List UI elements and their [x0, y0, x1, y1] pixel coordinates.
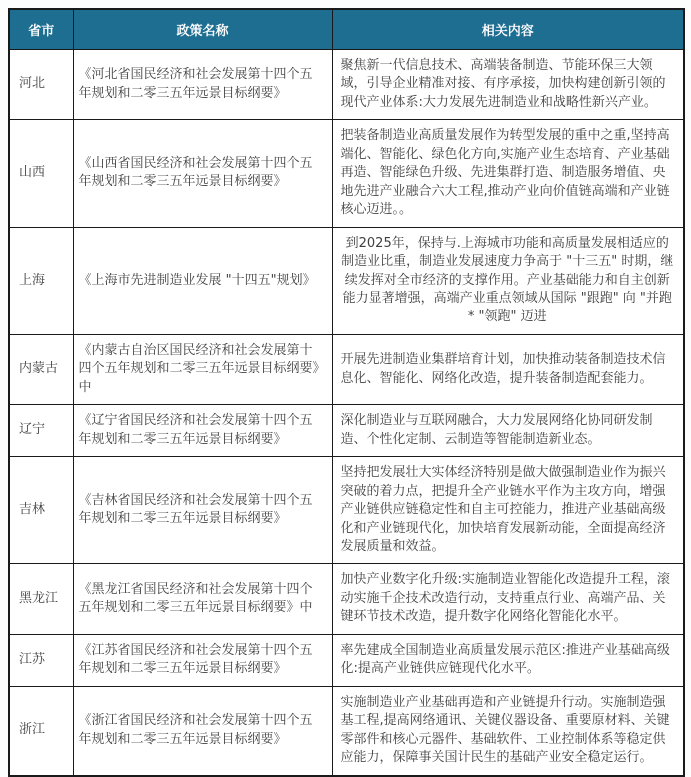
policy-content-cell: 开展先进制造业集群培育计划，加快推动装备制造技术信息化、智能化、网络化改造，提升装备制造配套能力。 — [332, 334, 684, 404]
table-row — [9, 50, 684, 120]
policy-name-cell: 《江苏省国民经济和社会发展第十四个五年规划和二零三五年远景目标纲要》 — [73, 634, 332, 686]
province-cell: 河北 — [9, 50, 73, 120]
policy-content-cell: 聚焦新一代信息技术、高端装备制造、节能环保三大领域，引导企业精准对接、有序承接，加快构建创新引领的现代产业体系:大力发展先进制造业和战略性新兴产业。 — [332, 50, 684, 120]
policy-content-cell: 加快产业数字化升级:实施制造业智能化改造提升工程，滚动实施千企技术改造行动，支持重点行业、高端产品、关键环节技术改造，提升数字化网络化智能化水平。 — [332, 564, 684, 634]
province-cell: 浙江 — [9, 686, 73, 775]
table-row — [9, 457, 684, 564]
policy-name-cell: 《山西省国民经济和社会发展第十四个五年规划和二零三五年远景目标纲要》 — [73, 120, 332, 227]
province-cell: 山西 — [9, 120, 73, 227]
table-row — [9, 634, 684, 686]
policy-name-cell: 《河北省国民经济和社会发展第十四个五年规划和二零三五年远景目标纲要》 — [73, 50, 332, 120]
header-row — [9, 9, 684, 50]
province-cell: 吉林 — [9, 457, 73, 564]
col-header-content: 相关内容 — [332, 9, 684, 50]
table-row — [9, 334, 684, 404]
policy-content-cell: 实施制造业产业基础再造和产业链提升行动。实施制造强基工程,提高网络通讯、关键仪器设备、重要原材料、关键零部件和核心元器件、基础软件、工业控制体系等稳定供应能力，保障事关国计民生的基础产业安全稳定运行。 — [332, 686, 684, 775]
table-row — [9, 686, 684, 775]
policy-content-cell: 把装备制造业高质量发展作为转型发展的重中之重,坚持高端化、智能化、绿色化方向,实施产业生态培育、产业基础再造、智能绿色升级、先进集群打造、制造服务增值、央地先进产业融合六大工程,推动产业向价值链高端和产业链核心迈进。。 — [332, 120, 684, 227]
col-header-province: 省市 — [9, 9, 73, 50]
table-row — [9, 120, 684, 227]
province-cell: 黑龙江 — [9, 564, 73, 634]
policy-content-cell: 到2025年，保持与.上海城市功能和高质量发展相适应的制造业比重，制造业发展速度力争高于 "十三五" 时期，继续发挥对全市经济的支撑作用。产业基础能力和自主创新能力显著增强，高端产业重点领域从国际 "跟跑" 向 "并跑* "领跑" 迈进 — [332, 227, 684, 334]
policy-name-cell: 《黑龙江省国民经济和社会发展第十四个五年规划和二零三五年远景目标纲要》中 — [73, 564, 332, 634]
table-row — [9, 564, 684, 634]
policy-content-cell: 率先建成全国制造业高质量发展示范区:推进产业基础高级化:提高产业链供应链现代化水平。 — [332, 634, 684, 686]
policy-content-cell: 深化制造业与互联网融合，大力发展网络化协同研发制造、个性化定制、云制造等智能制造新业态。 — [332, 405, 684, 457]
policy-name-cell: 《吉林省国民经济和社会发展第十四个五年规划和二零三五年远景目标纲要》 — [73, 457, 332, 564]
policy-name-cell: 《上海市先进制造业发展 "十四五"规划》 — [73, 227, 332, 334]
table-row — [9, 227, 684, 334]
province-cell: 内蒙古 — [9, 334, 73, 404]
province-cell: 辽宁 — [9, 405, 73, 457]
policy-name-cell: 《浙江省国民经济和社会发展第十四个五年规划和二零三五年远景目标纲要》 — [73, 686, 332, 775]
table-body — [9, 50, 684, 776]
policy-name-cell: 《辽宁省国民经济和社会发展第十四个五年规划和二零三五年远景目标纲要》 — [73, 405, 332, 457]
policy-name-cell: 《内蒙古自治区国民经济和社会发展第十四个五年规划和二零三五年远景目标纲要》中 — [73, 334, 332, 404]
policy-table — [8, 8, 685, 777]
province-cell: 江苏 — [9, 634, 73, 686]
table-row — [9, 405, 684, 457]
policy-content-cell: 坚持把发展壮大实体经济特别是做大做强制造业作为振兴突破的着力点，把提升全产业链水平作为主攻方向，增强产业链供应链稳定性和自主可控能力，推进产业基础高级化和产业链现代化，加快培育发展新动能，全面提高经济发展质量和效益。 — [332, 457, 684, 564]
province-cell: 上海 — [9, 227, 73, 334]
col-header-policy: 政策名称 — [73, 9, 332, 50]
